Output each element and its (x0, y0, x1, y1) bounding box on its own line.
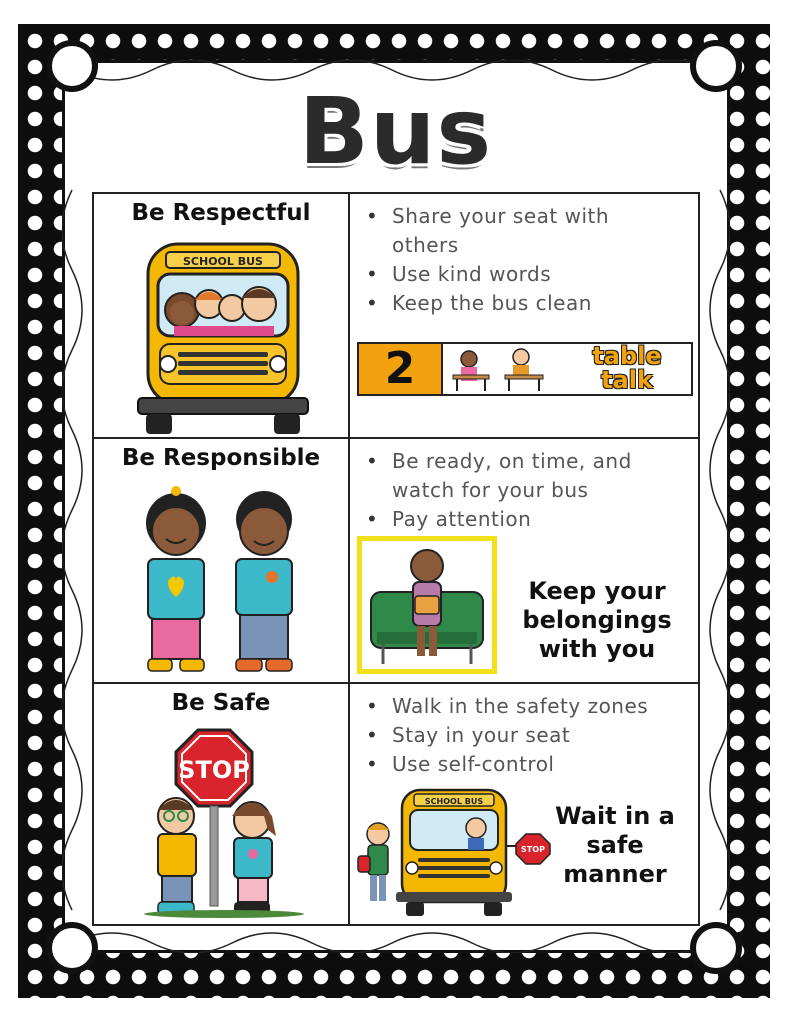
row-respectful-left (94, 194, 350, 437)
list-item (362, 721, 682, 750)
badge-text-line1: table (592, 342, 662, 370)
rules-table (92, 192, 700, 926)
bullet-icon: • (366, 723, 379, 747)
respectful-bullet-list (362, 202, 682, 318)
callout-line: safe (586, 831, 644, 859)
row-respectful-right (350, 194, 698, 437)
bullet-text: Share your seat with others (392, 204, 610, 257)
row-heading: Be Respectful (131, 200, 311, 226)
row-safe-right (350, 684, 698, 924)
wait-safely-callout (540, 802, 690, 889)
badge-number: 2 (384, 343, 416, 394)
bullet-icon: • (366, 262, 379, 286)
row-heading: Be Safe (171, 690, 271, 716)
list-item (362, 692, 682, 721)
bullet-icon: • (366, 694, 379, 718)
kids-at-stop-sign-illustration (134, 728, 314, 918)
badge-text-line2: talk (601, 366, 653, 394)
list-item (362, 260, 682, 289)
callout-line: manner (563, 860, 667, 888)
bullet-icon: • (366, 507, 379, 531)
bullet-text: Stay in your seat (392, 723, 571, 747)
bullet-icon: • (366, 449, 379, 473)
callout-line: belongings (522, 606, 672, 634)
row-responsible-right (350, 439, 698, 682)
page-title: Bus (298, 78, 493, 185)
school-bus-kids-illustration (134, 238, 312, 434)
table-talk-text (567, 344, 687, 392)
bus-sign: SCHOOL BUS (183, 255, 263, 268)
row-respectful (94, 194, 698, 439)
callout-line: with you (538, 635, 656, 663)
bullet-icon: • (366, 204, 379, 228)
bullet-text: Use kind words (392, 262, 552, 286)
list-item (362, 202, 682, 260)
bullet-text: Keep the bus clean (392, 291, 592, 315)
bullet-icon: • (366, 291, 379, 315)
list-item (362, 289, 682, 318)
row-safe-left (94, 684, 350, 924)
responsible-bullet-list (362, 447, 682, 534)
stop-sign-text: STOP (178, 756, 250, 784)
list-item (362, 447, 682, 505)
bullet-text: Walk in the safety zones (392, 694, 649, 718)
row-responsible-left (94, 439, 350, 682)
bullet-icon: • (366, 752, 379, 776)
safe-bullet-list (362, 692, 682, 779)
small-bus-sign: SCHOOL BUS (424, 797, 484, 806)
small-stop-text: STOP (521, 845, 545, 854)
bullet-text: Be ready, on time, and watch for your bus (392, 449, 632, 502)
girl-on-bus-seat-illustration (357, 536, 497, 674)
callout-line: Keep your (528, 577, 666, 605)
two-kids-illustration (132, 483, 312, 681)
bullet-text: Pay attention (392, 507, 532, 531)
corner-ring-bottom-right (690, 922, 742, 974)
list-item (362, 505, 682, 534)
belongings-callout (502, 577, 692, 664)
table-talk-badge (357, 342, 693, 396)
callout-line: Wait in a (555, 802, 675, 830)
row-safe (94, 684, 698, 924)
row-heading: Be Responsible (121, 445, 321, 471)
list-item (362, 750, 682, 779)
row-responsible (94, 439, 698, 684)
corner-ring-bottom-left (46, 922, 98, 974)
badge-number-box (359, 344, 443, 394)
students-at-desks-icon (449, 347, 549, 393)
bullet-text: Use self-control (392, 752, 555, 776)
boy-waiting-for-bus-illustration (356, 788, 552, 918)
